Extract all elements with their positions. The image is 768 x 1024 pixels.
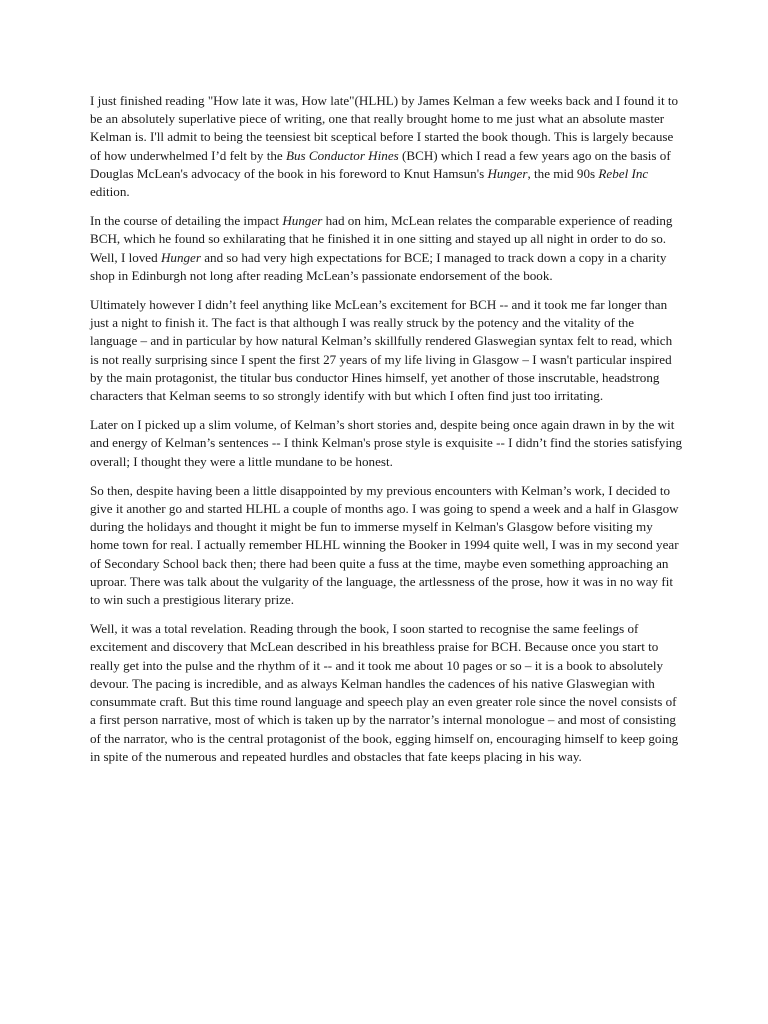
book-title-italic: Hunger xyxy=(487,165,528,181)
text-run: Well, it was a total revelation. Reading through the book, I soon started to recognise the same feelings of excitement and discovery that McLean described in his breathless praise for BCH. Because once you start to really get into the pulse and the rhythm of it -- and it took me about 10 pages or so – it is a book to absolutely devour. The pacing is incredible, and as always Kelman handles the cadences of his native Glaswegian with consummate craft. But this time round language and speech play an even greater role since the novel consists of a first person narrative, most of which is taken up by the narrator’s internal monologue – and most of consisting of the narrator, who is the central protagonist of the book, egging himself on, encouraging himself to keep going in spite of the numerous and repeated hurdles and obstacles that fate keeps placing in his way. xyxy=(90,621,679,764)
paragraph xyxy=(90,416,684,471)
book-title-italic: Hunger xyxy=(282,213,323,229)
text-run: edition. xyxy=(90,184,130,200)
text-run: In the course of detailing the impact xyxy=(90,213,283,229)
text-run: had on him, McLean relates the comparable experience of reading BCH, which he found so exhilarating that he finished it in one sitting and stayed up all night in order to do so. Well, I loved xyxy=(90,213,673,265)
publisher-italic: Rebel Inc xyxy=(598,165,649,181)
text-run: and so had very high expectations for BCE; I managed to track down a copy in a charity shop in Edinburgh not long after reading McLean’s passionate endorsement of the book. xyxy=(90,249,667,283)
paragraph xyxy=(90,92,684,201)
paragraph xyxy=(90,482,684,609)
document-body xyxy=(90,92,684,777)
paragraph xyxy=(90,296,684,405)
text-run: (BCH) which I read a few years ago on the basis of Douglas McLean's advocacy of the book in his foreword to Knut Hamsun's xyxy=(90,147,671,181)
paragraph xyxy=(90,212,684,285)
text-run: , the mid 90s xyxy=(527,165,599,181)
book-title-italic: Bus Conductor Hines xyxy=(285,147,399,163)
paragraph xyxy=(90,620,684,766)
text-run: I just finished reading "How late it was, How late"(HLHL) by James Kelman a few weeks back and I found it to be an absolutely superlative piece of writing, one that really brought home to me just what an absolute master Kelman is. I'll admit to being the teensiest bit sceptical before I started the book though. This is largely because of how underwhelmed I’d felt by the xyxy=(90,93,679,163)
text-run: So then, despite having been a little disappointed by my previous encounters with Kelman’s work, I decided to give it another go and started HLHL a couple of months ago. I was going to spend a week and a half in Glasgow during the holidays and thought it might be fun to immerse myself in Kelman's Glasgow before visiting my home town for real. I actually remember HLHL winning the Booker in 1994 quite well, I was in my second year of Secondary School back then; there had been quite a fuss at the time, maybe even something approaching an uproar. There was talk about the vulgarity of the language, the artlessness of the prose, how it was in no way fit to win such a prestigious literary prize. xyxy=(90,482,679,608)
book-title-italic: Hunger xyxy=(160,249,201,265)
text-run: Later on I picked up a slim volume, of Kelman’s short stories and, despite being once again drawn in by the wit and energy of Kelman’s sentences -- I think Kelman's prose style is exquisite -- I didn’t find the stories satisfying overall; I thought they were a little mundane to be honest. xyxy=(90,417,683,469)
text-run: Ultimately however I didn’t feel anything like McLean’s excitement for BCH -- and it took me far longer than just a night to finish it. The fact is that although I was really struck by the potency and the vitality of the language – and in particular by how natural Kelman’s skillfully rendered Glaswegian syntax felt to read, which is not really surprising since I spent the first 27 years of my life living in Glasgow – I wasn't particular inspired by the main protagonist, the titular bus conductor Hines himself, yet another of those inscrutable, headstrong characters that Kelman seems to so strongly identify with but which I often find just too irritating. xyxy=(90,297,673,404)
